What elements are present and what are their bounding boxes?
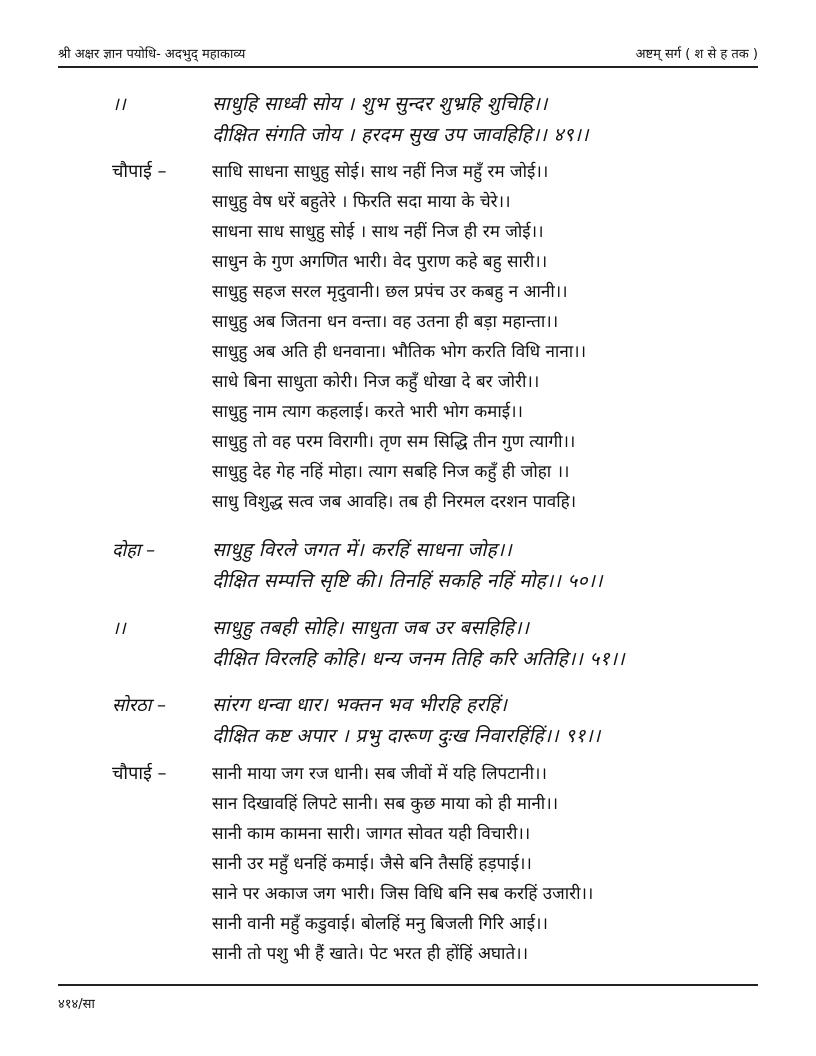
verse-line: सानी उर महुँ धनहिं कमाई। जैसे बनि तैसहिं हड़पाई।। bbox=[212, 854, 532, 874]
verse-line: दीक्षित संगति जोय । हरदम सुख उप जावहिहि।। ४९।। bbox=[212, 124, 589, 146]
verse-line: साधुन के गुण अगणित भारी। वेद पुराण कहे बहु सारी।। bbox=[212, 252, 548, 272]
verse-label: चौपाई – bbox=[112, 161, 167, 182]
chapter-title: अष्टम् सर्ग ( श से ह तक ) bbox=[635, 47, 758, 62]
page-footer bbox=[58, 984, 758, 1016]
verse-line: साधुहु देह गेह नहिं मोहा। त्याग सबहि निज कहुँ ही जोहा ।। bbox=[212, 462, 570, 482]
verse-label: ।। bbox=[112, 94, 126, 115]
verse-line: साधुहु तो वह परम विरागी। तृण सम सिद्धि तीन गुण त्यागी।। bbox=[212, 432, 576, 452]
verse-line: साधुहु तबही सोहि। साधुता जब उर बसहिहि।। bbox=[212, 617, 530, 639]
verse-line: दीक्षित सम्पत्ति सृष्टि की। तिनहिं सकहि नहिं मोह।। ५०।। bbox=[212, 570, 603, 592]
verse-line: सानी माया जग रज धानी। सब जीवों में यहि लिपटानी।। bbox=[212, 764, 547, 784]
book-title: श्री अक्षर ज्ञान पयोधि- अदभुद् महाकाव्य bbox=[58, 47, 246, 62]
verse-line: दीक्षित विरलहि कोहि। धन्य जनम तिहि करि अतिहि।। ५१।। bbox=[212, 648, 625, 670]
verse-line: सान दिखावहिं लिपटे सानी। सब कुछ माया को ही मानी।। bbox=[212, 794, 559, 814]
verse-line: सानी तो पशु भी हैं खाते। पेट भरत ही होंहिं अघाते।। bbox=[212, 944, 529, 964]
verse-line: साधे बिना साधुता कोरी। निज कहुँ धोखा दे बर जोरी।। bbox=[212, 372, 540, 392]
page-header bbox=[58, 38, 758, 68]
verse-line: साने पर अकाज जग भारी। जिस विधि बनि सब करहिं उजारी।। bbox=[212, 884, 594, 904]
verse-label: दोहा – bbox=[112, 540, 156, 561]
verse-line: साधुहु सहज सरल मृदुवानी। छल प्रपंच उर कबहु न आनी।। bbox=[212, 282, 568, 302]
verse-label: सोरठा – bbox=[112, 695, 167, 716]
verse-line: सानी काम कामना सारी। जागत सोवत यही विचारी।। bbox=[212, 824, 531, 844]
verse-line: साधना साध साधुहु सोई । साथ नहीं निज ही रम जोई।। bbox=[212, 222, 544, 242]
verse-line: साधुहु विरले जगत में। करहिं साधना जोह।। bbox=[212, 539, 513, 561]
verse-line: साधुहि साध्वी सोय । शुभ सुन्दर शुभ्रहि शुचिहि।। bbox=[212, 93, 548, 115]
verse-line: सानी वानी महुँ कडुवाई। बोलहिं मनु बिजली गिरि आई।। bbox=[212, 914, 548, 934]
verse-line: साधि साधना साधुहु सोई। साथ नहीं निज महुँ रम जोई।। bbox=[212, 162, 549, 182]
verse-line: साधु विशुद्ध सत्व जब आवहि। तब ही निरमल दरशन पावहि। bbox=[212, 492, 577, 512]
verse-line: सांरग धन्वा धार। भक्तन भव भीरहि हरहिं। bbox=[212, 694, 508, 716]
page-number: ४१४/सा bbox=[58, 997, 95, 1012]
verse-label: चौपाई – bbox=[112, 763, 167, 784]
verse-line: साधुहु अब अति ही धनवाना। भौतिक भोग करति विधि नाना।। bbox=[212, 342, 587, 362]
verse-line: साधुहु वेष धरें बहुतेरे । फिरति सदा माया के चेरे।। bbox=[212, 192, 511, 212]
verse-line: दीक्षित कष्ट अपार । प्रभु दारूण दुःख निवारहिंहिं।। ९१।। bbox=[212, 725, 601, 747]
verse-line: साधुहु अब जितना धन वन्ता। वह उतना ही बड़ा महान्ता।। bbox=[212, 312, 559, 332]
verse-label: ।। bbox=[112, 618, 126, 639]
verse-line: साधुहु नाम त्याग कहलाई। करते भारी भोग कमाई।। bbox=[212, 402, 523, 422]
